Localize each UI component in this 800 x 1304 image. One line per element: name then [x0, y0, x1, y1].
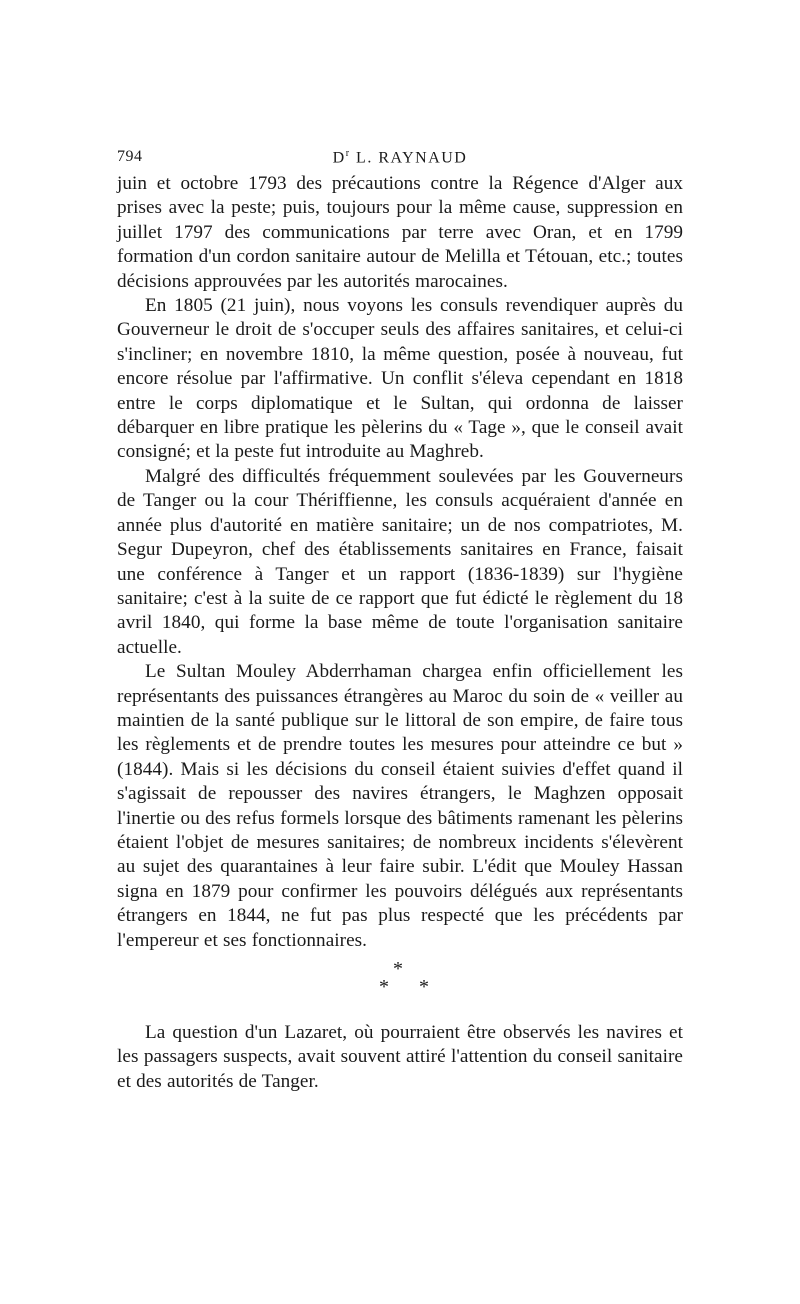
asterism-star-right: * — [419, 976, 429, 998]
paragraph-2: En 1805 (21 juin), nous voyons les consuls revendiquer auprès du Gouverneur le droit de s'occuper seuls des affaires sanitaires, et celui-ci s'incliner; en novembre 1810, la même question, posée à nouveau, fut encore résolue par l'affirmative. Un conflit s'éleva cependant en 1818 entre le corps diplomatique et le Sultan, qui ordonna de laisser débarquer en libre pratique les pèlerins du « Tage », que le conseil avait consigné; et la peste fut introduite au Maghreb. — [117, 295, 683, 463]
paragraph-1: juin et octobre 1793 des précautions contre la Régence d'Alger aux prises avec la peste; puis, toujours pour la même cause, suppression en juillet 1797 des communications par terre avec Oran, et en 1799 formation d'un cordon sanitaire autour de Melilla et Tétouan, etc.; toutes décisions approuvées par les autorités marocaines. — [117, 173, 683, 292]
page-number: 794 — [117, 148, 143, 165]
author-name: L. RAYNAUD — [350, 149, 468, 167]
asterism-star-left: * — [379, 976, 389, 998]
section-break-asterism — [117, 955, 683, 1005]
book-page — [117, 146, 683, 1094]
paragraph-3: Malgré des difficultés fréquemment soulevées par les Gouverneurs de Tanger ou la cour Thériffienne, les consuls acquéraient d'année en année plus d'autorité en matière sanitaire; un de nos compatriotes, M. Segur Dupeyron, chef des établissements sanitaires en France, faisait une conférence à Tanger et un rapport (1836-1839) sur l'hygiène sanitaire; c'est à la suite de ce rapport que fut édicté le règlement du 18 avril 1840, qui forme la base même de toute l'organisation sanitaire actuelle. — [117, 465, 683, 658]
author-prefix: D — [332, 149, 346, 167]
paragraph-4: Le Sultan Mouley Abderrhaman chargea enfin officiellement les représentants des puissances étrangères au Maroc du soin de « veiller au maintien de la santé publique sur le littoral de son empire, de faire tous les règlements et de prendre toutes les mesures pour atteindre ce but » (1844). Mais si les décisions du conseil étaient suivies d'effet quand il s'agissait de repousser des navires étrangers, le Maghzen opposait l'inertie ou des refus formels lorsque des bâtiments ramenant les pèlerins étaient l'objet de mesures sanitaires; de nombreux incidents s'élevèrent au sujet des quarantaines à leur faire subir. L'édit que Mouley Hassan signa en 1879 pour confirmer les pouvoirs délégués aux représentants étrangers en 1844, ne fut pas plus respecté que les précédents par l'empereur et ses fonctionnaires. — [117, 661, 683, 951]
running-head — [117, 146, 683, 172]
author-superscript: r — [345, 148, 351, 159]
running-head-author — [117, 148, 683, 167]
paragraph-5: La question d'un Lazaret, où pourraient être observés les navires et les passagers suspects, avait souvent attiré l'attention du conseil sanitaire et des autorités de Tanger. — [117, 1022, 683, 1092]
asterism-star-top: * — [393, 958, 403, 980]
